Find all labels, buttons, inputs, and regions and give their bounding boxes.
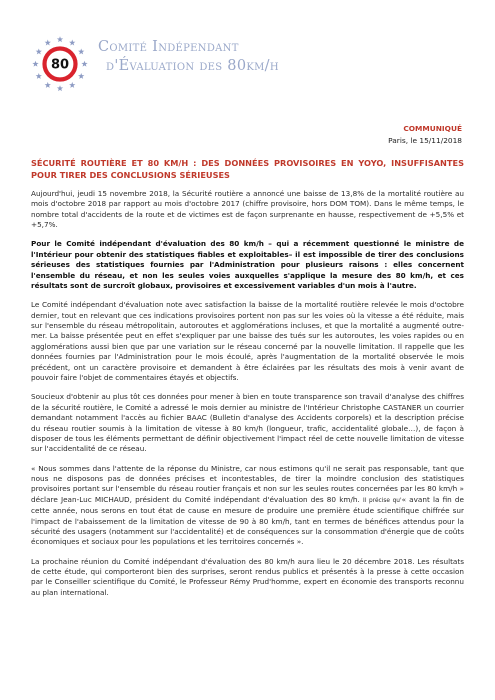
star-icon <box>81 61 87 67</box>
star-icon <box>78 48 84 54</box>
paragraph-position: Pour le Comité indépendant d'évaluation des 80 km/h – qui a récemment questionné le ministre de l'Intérieur pour obtenir des statistiques fiables et exploitables– il est impossible de tirer des conclusions sérieuses des statistiques fournies par l'Administration pour plusieurs raisons : elles concernent l'ensemble du réseau, et non les seules voies auxquelles s'applique la mesure des 80 km/h, et ces résultats sont de surcroît globaux, provisoires et excessivement variables d'un mois à l'autre. <box>31 239 464 291</box>
star-icon <box>57 36 63 42</box>
organization-name <box>98 38 358 76</box>
body-text <box>31 189 464 607</box>
star-icon <box>57 85 63 91</box>
paragraph-next-meeting: La prochaine réunion du Comité indépendant d'évaluation des 80 km/h aura lieu le 20 décembre 2018. Les résultats de cette étude, qui comporteront bien des surprises, seront rendus publics et présentés à la presse à cette occasion par le Conseiller scientifique du Comité, le Professeur Rémy Prud'homme, expert en économie des transports reconnu au plan international. <box>31 556 464 597</box>
star-icon <box>69 82 75 88</box>
star-icon <box>78 73 84 79</box>
paragraph-request: Soucieux d'obtenir au plus tôt ces données pour mener à bien en toute transparence son travail d'analyse des chiffres de la sécurité routière, le Comité a adressé le mois dernier au ministre de l'Intérieur Christophe CASTANER un courrier demandant notamment l'accès au fichier BAAC (Bulletin d'analyse des Accidents corporels) et la description précise du réseau routier soumis à la limitation de vitesse à 80 km/h (longueur, trafic, accidentalité globale…), de façon à disposer de tous les éléments permettant de définir objectivement l'impact réel de cette nouvelle limitation de vitesse sur l'accidentalité de ce réseau. <box>31 392 464 454</box>
quote-text: « Nous sommes dans l'attente de la réponse du Ministre, car nous estimons qu'il ne serait pas responsable, tant que nous ne disposons pas de données précises et incontestables, de tirer la moindre conclusion des statistiques provisoires portant sur l'ensemble du réseau routier français et non sur les seules routes concernées par les 80 km/h » déclare Jean-Luc MICHAUD, président du Comité indépendant d'évaluation des 80 km/h. <box>31 463 464 504</box>
quote-continuation: « avant la fin de cette année, nous serons en tout état de cause en mesure de produire une première étude scientifique chiffrée sur l'impact de l'abaissement de la limitation de vitesse de 90 à 80 km/h, tant en termes de bénéfices attendus pour la sécurité des usagers (notamment sur l'accidentalité) et de conséquences sur la consommation d'énergie que de coûts économiques et sociaux pour les populations et les territoires concernés ». <box>31 494 464 547</box>
headline: SÉCURITÉ ROUTIÈRE ET 80 KM/H : DES DONNÉES PROVISOIRES EN YOYO, INSUFFISANTES POUR TIRER DES CONCLUSIONS SÉRIEUSES <box>31 158 464 180</box>
org-name-line1: Comité Indépendant <box>98 39 239 55</box>
logo-number: 80 <box>50 57 70 73</box>
press-release-label: COMMUNIQUÉ <box>403 124 462 133</box>
paragraph-intro: Aujourd'hui, jeudi 15 novembre 2018, la Sécurité routière a annoncé une baisse de 13,8% de la mortalité routière au mois d'octobre 2018 par rapport au mois d'octobre 2017 (chiffre provisoire, hors DOM TOM). Dans le même temps, le nombre total d'accidents de la route et de victimes est de façon surprenante en hausse, respectivement de +5,5% et +5,7%. <box>31 189 464 230</box>
speed-limit-80-sign-logo <box>30 34 90 94</box>
org-name-line2: d'Évaluation des 80km/h <box>106 58 279 74</box>
paragraph-analysis: Le Comité indépendant d'évaluation note avec satisfaction la baisse de la mortalité routière relevée le mois d'octobre dernier, tout en relevant que ces indications provisoires portent non pas sur les voies où la vitesse a été réduite, mais sur l'ensemble du réseau métropolitain, autoroutes et agglomérations incluses, et que la mortalité a augmenté outre-mer. La baisse présentée peut en effet s'expliquer par une baisse des tués sur les autoroutes, les voies rapides ou en agglomérations aussi bien que par une variation sur le réseau concerné par la nouvelle limitation. Il rappelle que les données fournies par l'Administration pour le mois écoulé, après l'augmentation de la mortalité observée le mois précédent, ont un caractère provisoire et demandent à être éclairées par les résultats des mois à venir avant de pouvoir faire l'objet de commentaires étayés et objectifs. <box>31 300 464 383</box>
star-icon <box>36 48 42 54</box>
quote-inline-small: Il précise qu' <box>362 497 402 504</box>
star-icon <box>36 73 42 79</box>
paragraph-quote <box>31 464 464 548</box>
star-icon <box>69 39 75 45</box>
star-icon <box>45 82 51 88</box>
star-icon <box>32 61 38 67</box>
star-icon <box>45 39 51 45</box>
press-release-date: Paris, le 15/11/2018 <box>388 136 462 145</box>
